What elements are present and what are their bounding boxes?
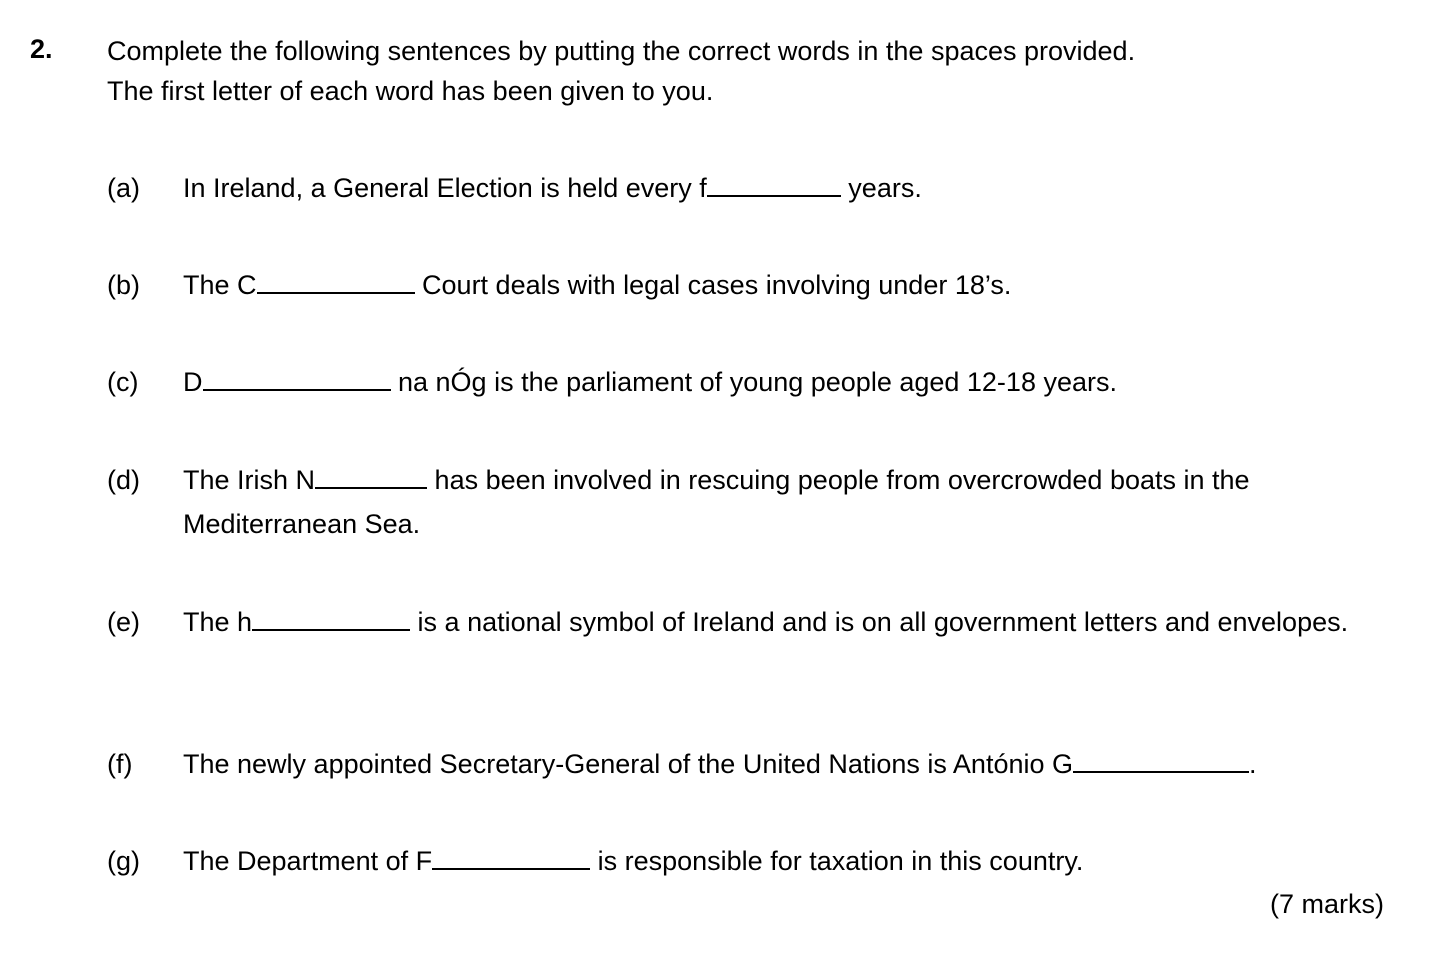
- item-label: (c): [107, 367, 139, 397]
- item-text: [183, 600, 1363, 644]
- instruction-line-1: Complete the following sentences by putting the correct words in the spaces provided.: [107, 36, 1136, 66]
- item-text-after: has been involved in rescuing people from overcrowded boats in the Mediterranean Sea.: [183, 465, 1250, 539]
- item-text-after: years.: [840, 173, 922, 203]
- answer-blank[interactable]: [1073, 745, 1249, 773]
- item-label: (a): [107, 173, 140, 203]
- answer-blank[interactable]: [707, 169, 841, 197]
- item-text: [183, 166, 1363, 210]
- item-text-after: .: [1249, 749, 1257, 779]
- item-text-before: The newly appointed Secretary-General of the United Nations is António G: [183, 749, 1073, 779]
- item-text-after: Court deals with legal cases involving under 18’s.: [414, 270, 1012, 300]
- item-text-after: na nÓg is the parliament of young people aged 12-18 years.: [390, 367, 1117, 397]
- item-text-after: is a national symbol of Ireland and is on all government letters and envelopes.: [410, 607, 1349, 637]
- item-label: (e): [107, 607, 140, 637]
- item-text: [183, 458, 1363, 546]
- answer-blank[interactable]: [252, 603, 410, 631]
- item-text-before: D: [183, 367, 203, 397]
- item-text-before: The Irish N: [183, 465, 316, 495]
- item-label: (f): [107, 749, 133, 779]
- answer-blank[interactable]: [432, 842, 590, 870]
- item-label: (d): [107, 465, 140, 495]
- item-text-before: The h: [183, 607, 253, 637]
- item-text: [183, 263, 1363, 307]
- question-number: 2.: [30, 34, 53, 64]
- answer-blank[interactable]: [315, 461, 427, 489]
- item-text-before: The Department of F: [183, 846, 433, 876]
- item-text: [183, 742, 1363, 786]
- marks-label: (7 marks): [1270, 889, 1384, 919]
- item-text: [183, 360, 1363, 404]
- item-text-before: The C: [183, 270, 257, 300]
- item-text: [183, 839, 1363, 883]
- answer-blank[interactable]: [203, 363, 391, 391]
- instruction-line-2: The first letter of each word has been given to you.: [107, 76, 714, 106]
- item-label: (g): [107, 846, 140, 876]
- answer-blank[interactable]: [257, 266, 415, 294]
- item-label: (b): [107, 270, 140, 300]
- item-text-before: In Ireland, a General Election is held every f: [183, 173, 707, 203]
- item-text-after: is responsible for taxation in this country.: [590, 846, 1084, 876]
